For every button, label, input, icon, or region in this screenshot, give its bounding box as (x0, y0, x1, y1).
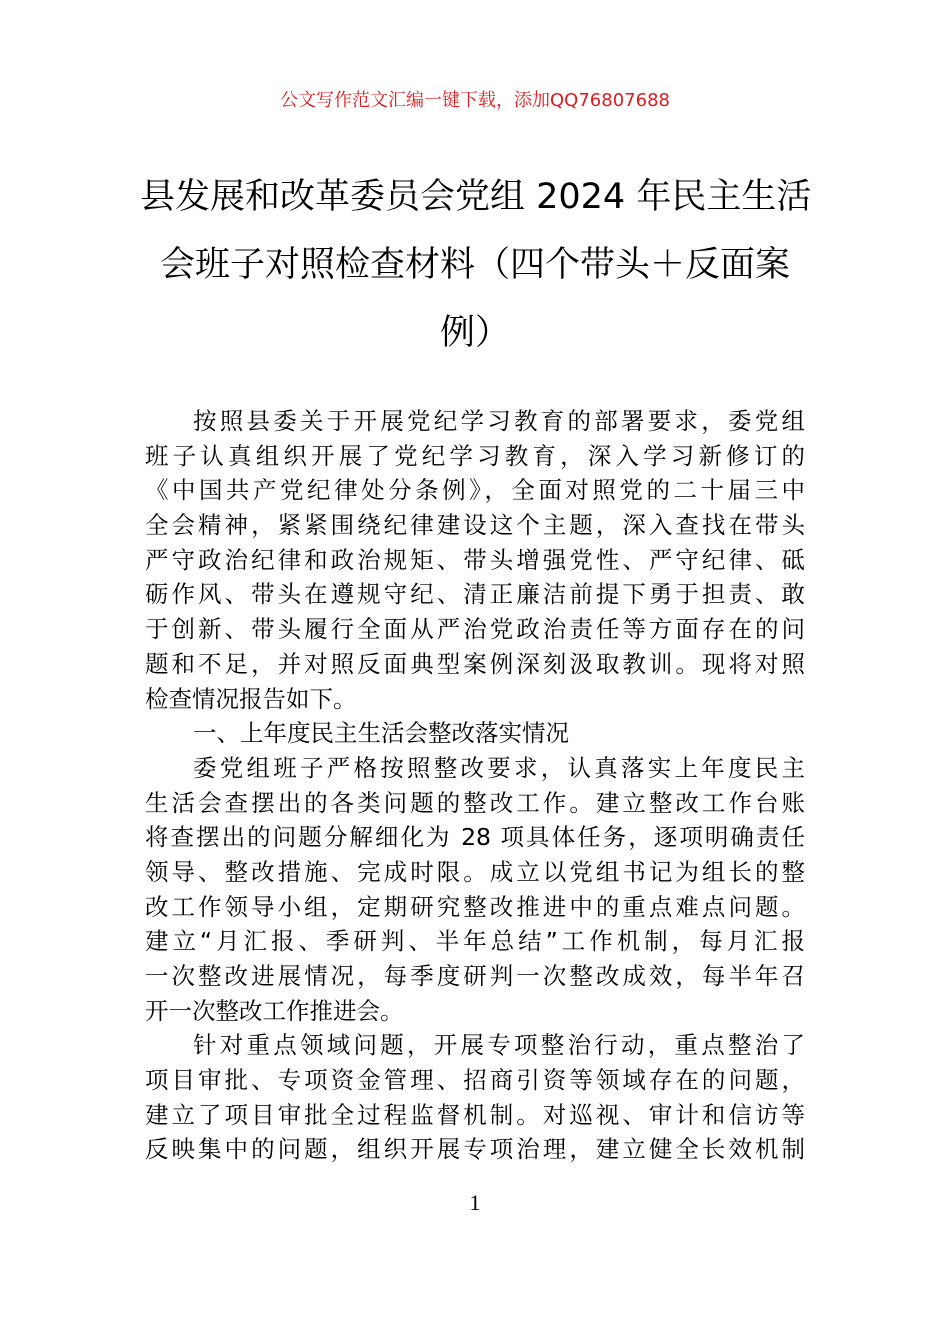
body-text-line: 委党组班子严格按照整改要求，认真落实上年度民主 (193, 753, 805, 782)
body-text-line: 项目审批、专项资金管理、招商引资等领域存在的问题， (145, 1066, 805, 1095)
body-text-line: 改工作领导小组，定期研究整改推进中的重点难点问题。 (145, 892, 805, 921)
section-heading: 一、上年度民主生活会整改落实情况 (193, 719, 569, 748)
document-body (145, 404, 805, 1167)
document-title (140, 172, 810, 376)
body-text-line: 班子认真组织开展了党纪学习教育，深入学习新修订的 (145, 441, 805, 470)
body-text-line: 检查情况报告如下。 (145, 684, 357, 713)
body-text-line: 砺作风、带头在遵规守纪、清正廉洁前提下勇于担责、敢 (145, 580, 805, 609)
body-text-line: 一次整改进展情况，每季度研判一次整改成效，每半年召 (145, 962, 805, 990)
title-line: 例） (439, 313, 510, 353)
body-text-line: 题和不足，并对照反面典型案例深刻汲取教训。现将对照 (145, 649, 805, 678)
title-line: 县发展和改革委员会党组 2024 年民主生活 (140, 177, 812, 217)
body-text-line: 建立了项目审批全过程监督机制。对巡视、审计和信访等 (145, 1100, 805, 1129)
body-text-line: 严守政治纪律和政治规矩、带头增强党性、严守纪律、砥 (145, 545, 805, 574)
body-text-line: 领导、整改措施、完成时限。成立以党组书记为组长的整 (145, 857, 805, 886)
body-text-line: 按照县委关于开展党纪学习教育的部署要求，委党组 (193, 407, 805, 435)
download-promo-note: 公文写作范文汇编一键下载，添加QQ76807688 (280, 90, 670, 111)
body-text-line: 全会精神，紧紧围绕纪律建设这个主题，深入查找在带头 (145, 511, 805, 540)
page-number: 1 (469, 1190, 481, 1215)
body-text-line: 针对重点领域问题，开展专项整治行动，重点整治了 (193, 1031, 805, 1060)
body-text-line: 将查摆出的问题分解细化为 28 项具体任务，逐项明确责任 (145, 823, 805, 852)
title-line: 会班子对照检查材料（四个带头＋反面案 (159, 245, 790, 285)
body-text-line: 建立“月汇报、季研判、半年总结”工作机制，每月汇报 (145, 927, 805, 956)
body-text-line: 开一次整改工作推进会。 (145, 996, 404, 1025)
body-text-line: 生活会查摆出的各类问题的整改工作。建立整改工作台账 (145, 788, 805, 817)
body-text-line: 于创新、带头履行全面从严治党政治责任等方面存在的问 (145, 615, 805, 644)
body-text-line: 《中国共产党纪律处分条例》，全面对照党的二十届三中 (145, 476, 805, 505)
body-text-line: 反映集中的问题，组织开展专项治理，建立健全长效机制 (145, 1135, 805, 1164)
